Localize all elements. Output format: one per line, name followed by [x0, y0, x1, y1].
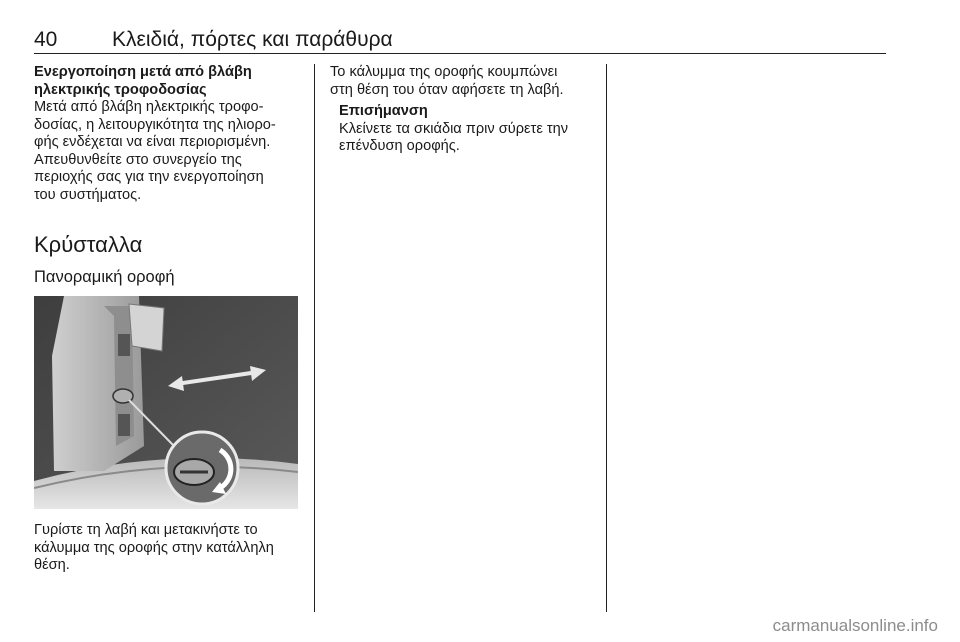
watermark: carmanualsonline.info [772, 616, 938, 635]
activation-text-line: Απευθυνθείτε στο συνεργείο της [34, 151, 242, 168]
activation-heading-line: ηλεκτρικής τροφοδοσίας [34, 81, 207, 98]
activation-text-line: περιοχής σας για την ενεργοποίηση [34, 169, 264, 185]
pillar-slot [118, 414, 130, 436]
sliding-cover-piece [129, 304, 164, 351]
note-box [330, 103, 598, 156]
activation-text-line: φής ενδέχεται να είναι περιορισμένη. [34, 134, 271, 150]
header-rule [34, 53, 886, 54]
body-line: στη θέση του όταν αφήσετε τη λαβή. [330, 81, 564, 98]
note-line: Κλείνετε τα σκιάδια πριν σύρετε την [339, 120, 569, 137]
note-line: επένδυση οροφής. [339, 138, 460, 154]
figure-caption [34, 522, 304, 575]
activation-text-line: του συστήματος. [34, 186, 142, 203]
caption-line: θέση. [34, 557, 70, 573]
note-label: Επισήμανση [339, 103, 428, 119]
pillar-slot [118, 334, 130, 356]
activation-heading-line: Ενεργοποίηση μετά από βλάβη [34, 64, 252, 80]
activation-text-line: Μετά από βλάβη ηλεκτρικής τροφο- [34, 99, 264, 115]
column-divider-left [314, 64, 315, 612]
page-number: 40 [34, 28, 58, 51]
activation-text-line: δοσίας, η λειτουργικότητα της ηλιορο- [34, 116, 276, 133]
middle-column [330, 64, 598, 156]
subsection-title: Πανοραμική οροφή [34, 268, 175, 286]
body-line: Το κάλυμμα της οροφής κουμπώνει [330, 64, 558, 80]
page-header [34, 28, 886, 52]
section-title: Κρύσταλλα [34, 232, 143, 257]
column-divider-right [606, 64, 607, 612]
roof-cover-illustration [34, 296, 298, 509]
caption-line: κάλυμμα της οροφής στην κατάλληλη [34, 539, 274, 556]
caption-line: Γυρίστε τη λαβή και μετακινήστε το [34, 522, 258, 538]
chapter-title: Κλειδιά, πόρτες και παράθυρα [112, 28, 393, 51]
left-column [34, 64, 304, 204]
